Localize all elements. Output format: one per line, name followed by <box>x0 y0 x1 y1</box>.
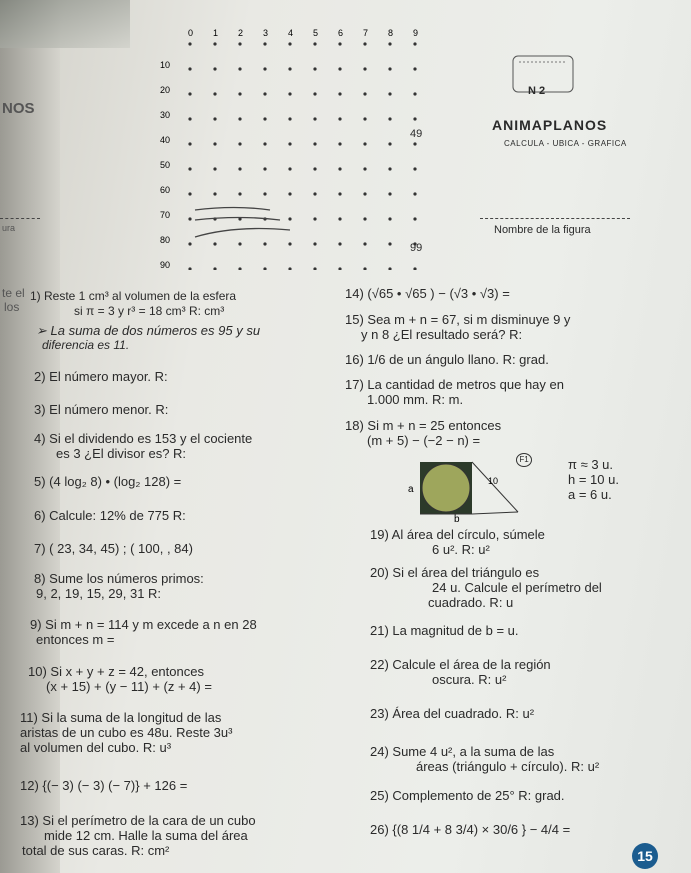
grid-dot <box>363 267 366 270</box>
question-13: 13) Si el perímetro de la cara de un cubo mide 12 cm. Halle la suma del área total de sus caras. R: cm² <box>20 813 256 858</box>
grid-dot <box>263 142 266 145</box>
question-20: 20) Si el área del triángulo es 24 u. Calcule el perímetro del cuadrado. R: u <box>370 565 602 610</box>
grid-dot <box>363 192 366 195</box>
grid-dot <box>338 117 341 120</box>
grid-dot <box>188 92 191 95</box>
question-3: 3) El número menor. R: <box>34 402 169 417</box>
grid-left-label: 60 <box>160 185 171 195</box>
page-number: 15 <box>632 843 658 869</box>
grid-dot <box>288 167 291 170</box>
question-8: 8) Sume los números primos: 9, 2, 19, 15, 29, 31 R: <box>34 571 204 601</box>
grid-dot <box>238 242 241 245</box>
grid-dot <box>313 192 316 195</box>
grid-dot <box>388 142 391 145</box>
grid-dot <box>363 92 366 95</box>
question-18: 18) Si m + n = 25 entonces (m + 5) − (−2 − n) = <box>345 418 502 448</box>
figure-name-line <box>480 218 630 219</box>
grid-dot <box>388 192 391 195</box>
grid-dot <box>288 267 291 270</box>
grid-dot <box>388 92 391 95</box>
grid-dot <box>338 267 341 270</box>
grid-dot <box>188 67 191 70</box>
grid-dot <box>313 92 316 95</box>
grid-dot <box>288 142 291 145</box>
grid-dot <box>388 167 391 170</box>
grid-left-label: 90 <box>160 260 171 270</box>
grid-dot <box>213 117 216 120</box>
grid-dot <box>388 42 391 45</box>
grid-dot <box>213 192 216 195</box>
grid-dot <box>213 142 216 145</box>
grid-dot <box>238 267 241 270</box>
grid-dot <box>238 67 241 70</box>
grid-dot <box>313 142 316 145</box>
grid-dot <box>188 192 191 195</box>
grid-dot <box>313 267 316 270</box>
grid-top-label: 3 <box>263 28 269 38</box>
question-24: 24) Sume 4 u², a la suma de las áreas (triángulo + círculo). R: u² <box>370 744 600 774</box>
grid-dot <box>338 67 341 70</box>
grid-dot <box>188 267 191 270</box>
grid-left-label: 20 <box>160 85 171 95</box>
question-2: 2) El número mayor. R: <box>34 369 168 384</box>
grid-dot <box>413 267 416 270</box>
grid-top-label: 5 <box>313 28 319 38</box>
grid-top-label: 7 <box>363 28 369 38</box>
grid-dot <box>263 267 266 270</box>
grid-dot <box>413 67 416 70</box>
left-margin-fragment: te el <box>2 286 25 300</box>
grid-dot <box>188 117 191 120</box>
figure-name-label: Nombre de la figura <box>494 224 591 236</box>
grid-dot <box>213 242 216 245</box>
grid-dot <box>238 42 241 45</box>
grid-dot <box>363 117 366 120</box>
grid-left-label: 10 <box>160 60 171 70</box>
grid-top-label: 6 <box>338 28 344 38</box>
figure-label-a: a <box>408 484 414 495</box>
question-1: 1) Reste 1 cm³ al volumen de la esfera si π = 3 y r³ = 18 cm³ R: cm³ <box>30 289 237 318</box>
grid-dot <box>388 267 391 270</box>
grid-left-label: 80 <box>160 235 171 245</box>
question-26: 26) {(8 1/4 + 8 3/4) × 30/6 } − 4/4 = <box>370 822 571 837</box>
question-5: 5) (4 log₂ 8) • (log₂ 128) = <box>34 474 182 489</box>
left-margin-fragment: NOS <box>2 100 35 117</box>
grid-dot <box>238 192 241 195</box>
grid-dot <box>288 42 291 45</box>
grid-dot <box>413 192 416 195</box>
grid-dot <box>363 217 366 220</box>
question-19: 19) Al área del círculo, súmele 6 u². R: u² <box>370 527 545 557</box>
question-12: 12) {(− 3) (− 3) (− 7)} + 126 = <box>20 778 188 793</box>
grid-dot <box>213 67 216 70</box>
question-11: 11) Si la suma de la longitud de las aristas de un cubo es 48u. Reste 3u³ al volumen del cubo. R: u³ <box>20 710 233 755</box>
grid-dot <box>288 242 291 245</box>
question-17: 17) La cantidad de metros que hay en 1.000 mm. R: m. <box>345 377 564 407</box>
grid-dot <box>338 167 341 170</box>
grid-dot <box>188 217 191 220</box>
grid-top-label: 1 <box>213 28 219 38</box>
figure-badge: F1 <box>516 453 535 468</box>
grid-dot <box>188 242 191 245</box>
grid-dot <box>288 217 291 220</box>
grid-dot <box>213 267 216 270</box>
grid-left-label: 30 <box>160 110 171 120</box>
question-15: 15) Sea m + n = 67, si m disminuye 9 y y n 8 ¿El resultado será? R: <box>345 312 571 342</box>
grid-dot <box>338 142 341 145</box>
left-margin-fragment: los <box>4 300 20 314</box>
grid-dot <box>263 67 266 70</box>
grid-dot <box>263 242 266 245</box>
figure-label-b: b <box>454 514 460 522</box>
question-22: 22) Calcule el área de la región oscura. R: u² <box>370 657 551 687</box>
grid-dot <box>338 92 341 95</box>
grid-dot <box>363 242 366 245</box>
grid-dot <box>188 42 191 45</box>
grid-dot <box>413 42 416 45</box>
question-16: 16) 1/6 de un ángulo llano. R: grad. <box>345 352 549 367</box>
question-7: 7) ( 23, 34, 45) ; ( 100, , 84) <box>34 541 193 556</box>
grid-dot <box>313 67 316 70</box>
grid-dot <box>238 142 241 145</box>
question-4: 4) Si el dividendo es 153 y el cociente es 3 ¿El divisor es? R: <box>34 431 253 461</box>
grid-dot <box>313 242 316 245</box>
grid-dot <box>363 167 366 170</box>
grid-dot <box>288 117 291 120</box>
question-23: 23) Área del cuadrado. R: u² <box>370 706 535 721</box>
grid-dot <box>388 67 391 70</box>
divider <box>0 218 40 219</box>
grid-dot <box>288 192 291 195</box>
question-21: 21) La magnitud de b = u. <box>370 623 519 638</box>
grid-dot <box>338 217 341 220</box>
grid-dot <box>413 92 416 95</box>
page-subtitle: CALCULA - UBICA - GRAFICA <box>504 139 627 148</box>
grid-dot <box>413 217 416 220</box>
grid-dot <box>238 92 241 95</box>
grid-dot <box>238 167 241 170</box>
question-6: 6) Calcule: 12% de 775 R: <box>34 508 186 523</box>
problem-statement: ➢ La suma de dos números es 95 y su diferencia es 11. <box>36 323 261 352</box>
lesson-badge: N 2 <box>528 85 546 97</box>
grid-top-label: 2 <box>238 28 244 38</box>
grid-dot <box>388 117 391 120</box>
grid-left-label: 40 <box>160 135 171 145</box>
grid-dot <box>363 42 366 45</box>
left-margin-fragment: ura <box>2 223 16 233</box>
grid-dot <box>188 167 191 170</box>
grid-dot <box>338 192 341 195</box>
grid-dot <box>313 217 316 220</box>
grid-dot <box>413 167 416 170</box>
grid-left-label: 50 <box>160 160 171 170</box>
grid-dot <box>213 167 216 170</box>
geometry-figure <box>400 452 530 522</box>
grid-dot <box>263 192 266 195</box>
grid-dot <box>188 142 191 145</box>
grid-label-49: 49 <box>410 128 423 140</box>
grid-dot <box>388 217 391 220</box>
grid-dot <box>413 142 416 145</box>
grid-dot <box>313 117 316 120</box>
grid-dot <box>263 92 266 95</box>
grid-left-label: 70 <box>160 210 171 220</box>
question-14: 14) (√65 • √65 ) − (√3 • √3) = <box>345 286 510 301</box>
figure-label-10: 10 <box>488 476 499 486</box>
grid-dot <box>213 42 216 45</box>
grid-top-label: 9 <box>413 28 419 38</box>
grid-label-99: 99 <box>410 242 423 254</box>
grid-dot <box>313 42 316 45</box>
grid-dot <box>263 167 266 170</box>
grid-dot <box>263 117 266 120</box>
figure-values: π ≈ 3 u. h = 10 u. a = 6 u. <box>568 457 619 502</box>
question-10: 10) Si x + y + z = 42, entonces (x + 15) + (y − 11) + (z + 4) = <box>28 664 212 694</box>
grid-top-label: 4 <box>288 28 294 38</box>
grid-dot <box>313 167 316 170</box>
grid-dot <box>338 42 341 45</box>
grid-dot <box>288 92 291 95</box>
question-25: 25) Complemento de 25° R: grad. <box>370 788 565 803</box>
grid-dot <box>413 117 416 120</box>
grid-dot <box>238 117 241 120</box>
page-corner-photo <box>0 0 130 48</box>
grid-dot <box>288 67 291 70</box>
grid-dot <box>388 242 391 245</box>
grid-dot <box>213 92 216 95</box>
grid-dot <box>263 42 266 45</box>
grid-top-label: 8 <box>388 28 394 38</box>
dot-grid <box>140 20 440 270</box>
grid-dot <box>338 242 341 245</box>
grid-dot <box>363 67 366 70</box>
grid-dot <box>363 142 366 145</box>
question-9: 9) Si m + n = 114 y m excede a n en 28 entonces m = <box>30 617 257 647</box>
page-title: ANIMAPLANOS <box>492 117 608 133</box>
grid-top-label: 0 <box>188 28 194 38</box>
